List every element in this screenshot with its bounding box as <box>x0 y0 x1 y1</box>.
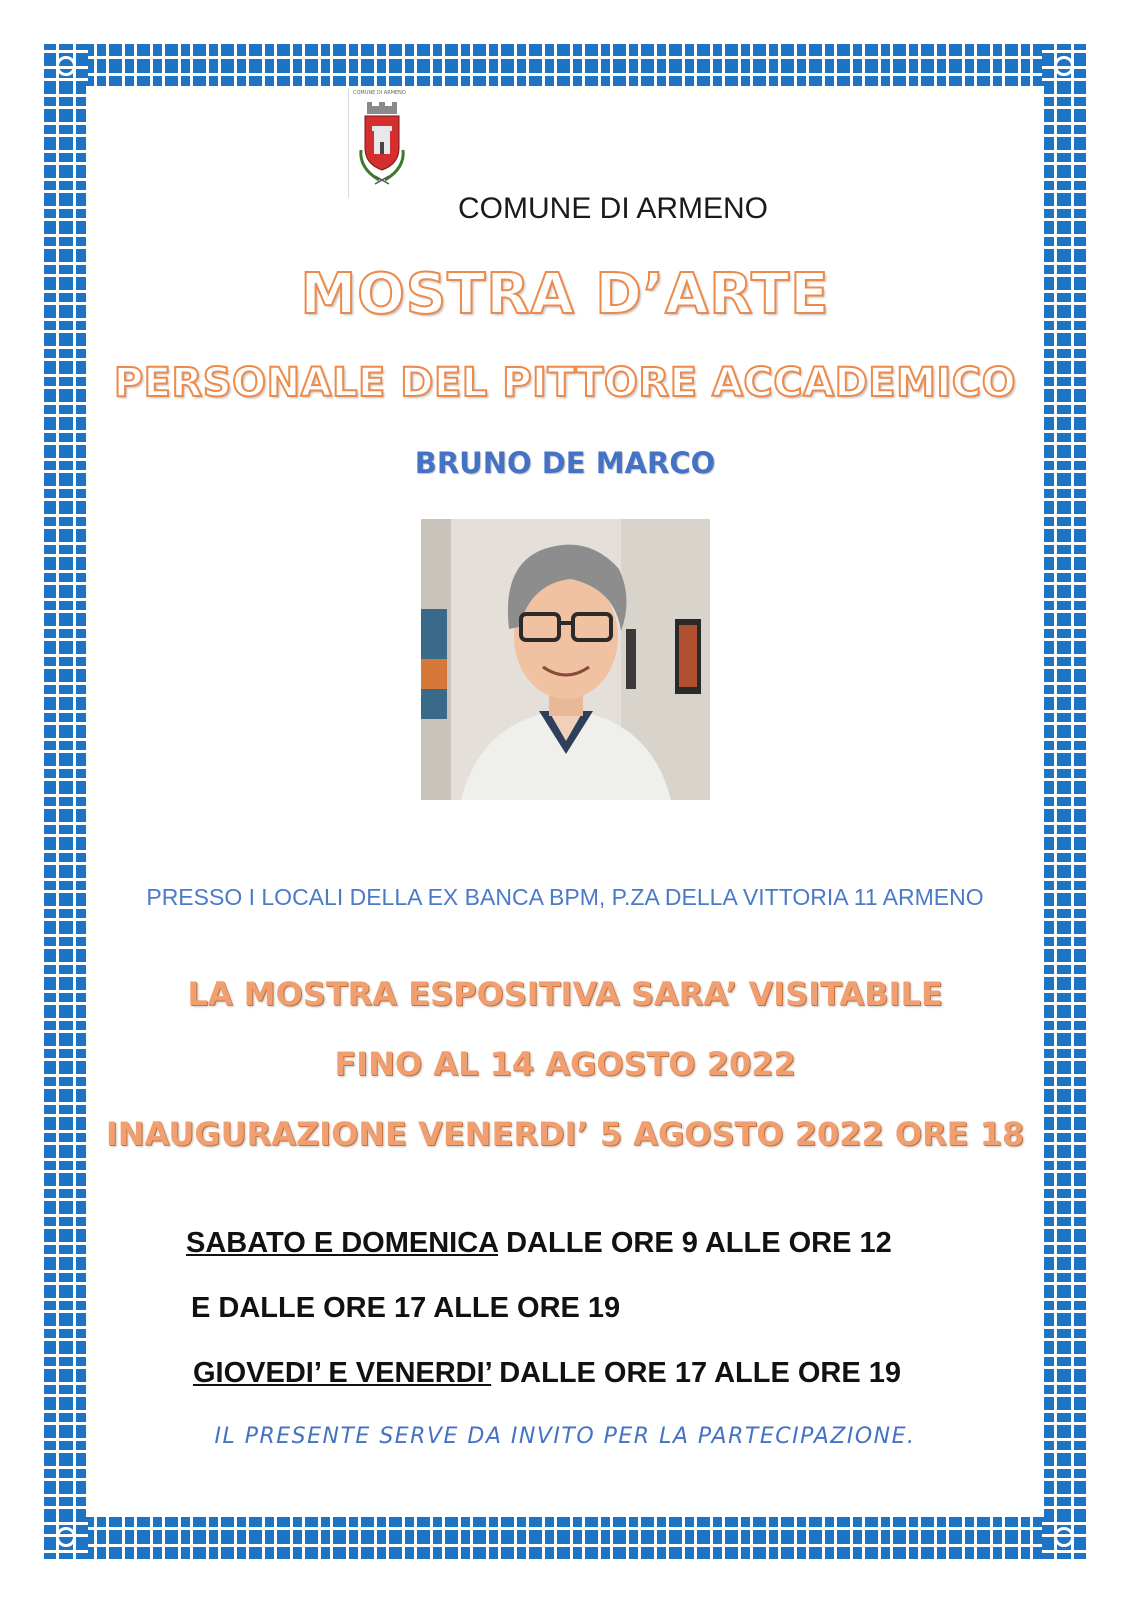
coat-of-arms-icon <box>349 88 415 198</box>
artist-name: BRUNO DE MARCO <box>414 446 716 480</box>
weekend-days: SABATO E DOMENICA <box>186 1227 499 1259</box>
weekend-morning-time: DALLE ORE 9 ALLE ORE 12 <box>506 1227 892 1259</box>
visiting-period-intro: LA MOSTRA ESPOSITIVA SARA’ VISITABILE <box>187 975 943 1013</box>
artist-photo <box>421 519 710 800</box>
weekday-time: DALLE ORE 17 ALLE ORE 19 <box>499 1357 901 1389</box>
logo-caption: COMUNE DI ARMENO <box>353 90 406 96</box>
municipality-name: COMUNE DI ARMENO <box>458 192 769 225</box>
opening-date: INAUGURAZIONE VENERDI’ 5 AGOSTO 2022 ORE 18 <box>105 1115 1025 1153</box>
weekend-hours-morning <box>186 1227 892 1260</box>
weekday-hours <box>193 1357 901 1390</box>
invitation-note: IL PRESENTE SERVE DA INVITO PER LA PARTECIPAZIONE. <box>214 1424 916 1449</box>
event-subtitle: PERSONALE DEL PITTORE ACCADEMICO <box>113 360 1017 406</box>
event-title: MOSTRA D’ARTE <box>300 262 830 327</box>
weekend-hours-afternoon: E DALLE ORE 17 ALLE ORE 19 <box>191 1292 621 1324</box>
closing-date: FINO AL 14 AGOSTO 2022 <box>334 1045 796 1083</box>
coat-of-arms-logo <box>348 88 415 198</box>
venue-location: PRESSO I LOCALI DELLA EX BANCA BPM, P.ZA DELLA VITTORIA 11 ARMENO <box>146 884 984 910</box>
weekday-days: GIOVEDI’ E VENERDI’ <box>193 1357 492 1389</box>
